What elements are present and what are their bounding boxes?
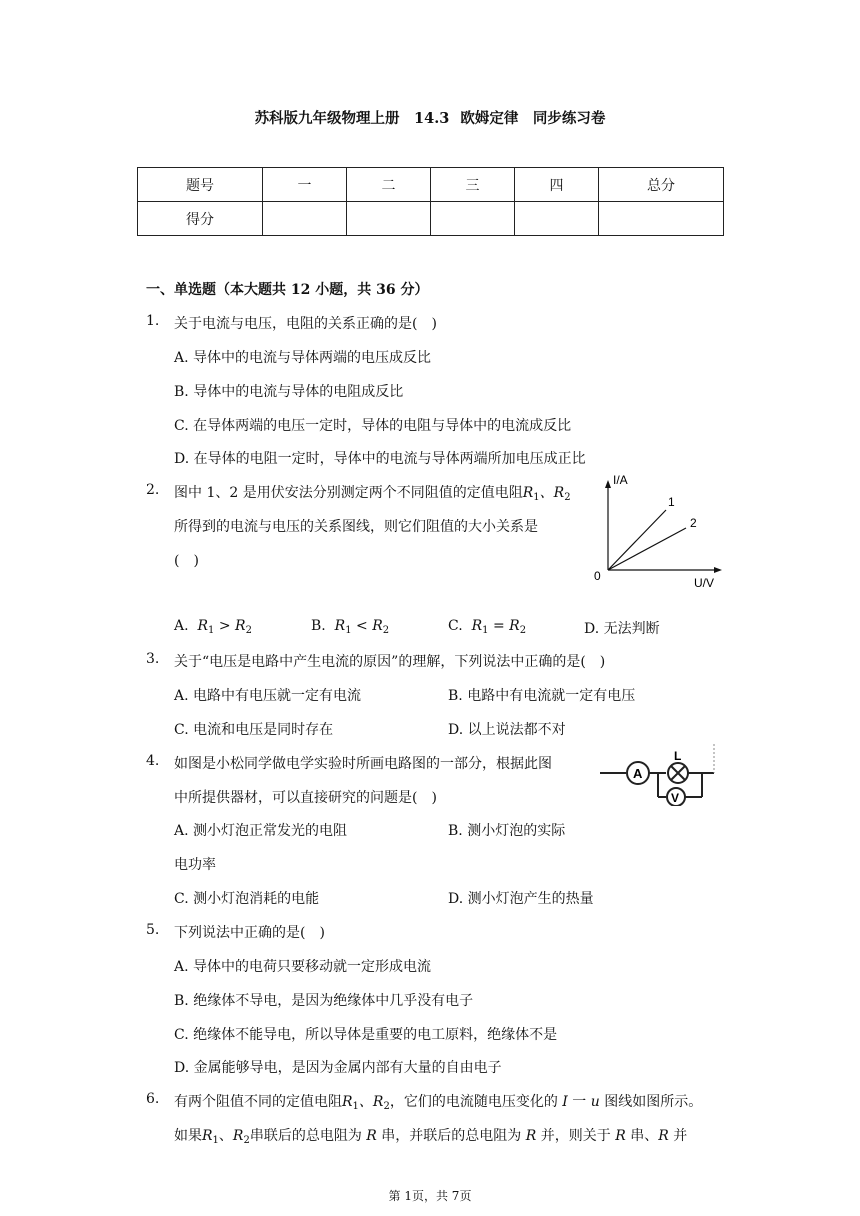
y-axis-label: I/A <box>613 473 628 487</box>
question-text-line2: 如果$R_1$、$R_2$串联后的总电阻为 R 串，并联后的总电阻为 R 并，则关于 R 串、R 并 <box>174 1128 688 1146</box>
table-cell: 二 <box>347 168 431 202</box>
option-d: D. 金属能够导电，是因为金属内部有大量的自由电子 <box>174 1060 502 1076</box>
option-c: C. 在导体两端的电压一定时，导体的电阻与导体中的电流成反比 <box>174 418 572 434</box>
question-text-part: 并 <box>673 1128 688 1144</box>
lamp-label: L <box>674 749 682 763</box>
question-text-part: 串、 <box>630 1128 659 1144</box>
question-number: 4. <box>146 753 160 769</box>
table-cell <box>431 202 515 236</box>
question-text: 下列说法中正确的是( ) <box>174 925 325 941</box>
option-c-label: C. <box>448 618 463 634</box>
question-number: 1. <box>146 313 160 329</box>
table-cell <box>515 202 599 236</box>
option-d: D. 测小灯泡产生的热量 <box>448 891 594 907</box>
line-1-label: 1 <box>668 495 675 509</box>
graph-line-2 <box>608 528 686 570</box>
question-text: 关于“电压是电路中产生电流的原因”的理解，下列说法中正确的是( ) <box>174 654 606 670</box>
question-text <box>174 482 571 503</box>
graph-line-1 <box>608 510 666 570</box>
question-text-line2: 所得到的电流与电压的关系图线，则它们阻值的大小关系是 <box>174 519 538 535</box>
table-cell: 总分 <box>599 168 724 202</box>
option-a: A. $R_1 > R_2$ <box>174 618 252 636</box>
table-cell: 一 <box>263 168 347 202</box>
option-b: B. 导体中的电流与导体的电阻成反比 <box>174 384 404 400</box>
option-a: A. 测小灯泡正常发光的电阻 <box>174 823 348 839</box>
question-text-part: 图线如图所示。 <box>604 1094 703 1110</box>
option-b: B. 电路中有电流就一定有电压 <box>448 688 636 704</box>
table-cell <box>263 202 347 236</box>
question-text-part: 串，并联后的总电阻为 <box>381 1128 522 1144</box>
option-a: A. 导体中的电荷只要移动就一定形成电流 <box>174 959 432 975</box>
option-d: D. 以上说法都不对 <box>448 722 566 738</box>
question-text-part: 并，则关于 <box>540 1128 611 1144</box>
option-b: B. $R_1 < R_2$ <box>311 618 390 636</box>
question-text-line3: ( ) <box>174 553 199 569</box>
ammeter-label: A <box>633 766 643 781</box>
score-table <box>137 167 724 236</box>
option-b: B. 测小灯泡的实际 <box>448 823 566 839</box>
question-text: 如图是小松同学做电学实验时所画电路图的一部分，根据此图 <box>174 756 552 772</box>
section-heading: 一、单选题（本大题共 12 小题，共 36 分） <box>146 282 429 298</box>
option-b: B. 绝缘体不导电，是因为绝缘体中几乎没有电子 <box>174 993 474 1009</box>
page-title: 苏科版九年级物理上册 14.3 欧姆定律 同步练习卷 <box>254 110 606 127</box>
y-axis-arrow-icon <box>605 480 611 488</box>
option-d: D. 在导体的电阻一定时，导体中的电流与导体两端所加电压成正比 <box>174 451 586 467</box>
option-b-continued: 电功率 <box>174 857 216 873</box>
question-text-line2: 中所提供器材，可以直接研究的问题是( ) <box>174 790 437 806</box>
question-number: 5. <box>146 922 160 938</box>
option-b-operator: < <box>356 618 368 634</box>
line-2-label: 2 <box>690 516 697 530</box>
math-r1-r2: $R_1$、$R_2$ <box>522 485 571 503</box>
table-cell: 得分 <box>138 202 263 236</box>
table-cell: 四 <box>515 168 599 202</box>
option-d: D. 无法判断 <box>584 621 660 637</box>
option-a-label: A. <box>174 618 189 634</box>
circuit-diagram <box>598 742 718 806</box>
option-a-operator: > <box>218 618 231 634</box>
table-row <box>138 202 724 236</box>
table-cell <box>347 202 431 236</box>
question-text-part: 图中 1、2 是用伏安法分别测定两个不同阻值的定值电阻 <box>174 485 523 501</box>
question-text-part: ，它们的电流随电压变化的 <box>389 1094 558 1110</box>
origin-label: 0 <box>594 569 601 583</box>
option-a: A. 导体中的电流与导体两端的电压成反比 <box>174 350 432 366</box>
table-cell <box>599 202 724 236</box>
option-b-label: B. <box>311 618 326 634</box>
question-number: 6. <box>146 1091 160 1107</box>
iu-graph <box>590 470 730 590</box>
x-axis-label: U/V <box>694 576 715 590</box>
question-number: 3. <box>146 651 160 667</box>
option-c-operator: = <box>492 618 505 634</box>
page-footer: 第 1页，共 7页 <box>388 1189 472 1203</box>
option-a: A. 电路中有电压就一定有电流 <box>174 688 362 704</box>
question-text-part: 串联后的总电阻为 <box>249 1128 362 1144</box>
table-cell: 题号 <box>138 168 263 202</box>
option-c: C. 测小灯泡消耗的电能 <box>174 891 320 907</box>
question-text: 关于电流与电压，电阻的关系正确的是( ) <box>174 316 437 332</box>
table-cell: 三 <box>431 168 515 202</box>
option-c: C. 绝缘体不能导电，所以导体是重要的电工原料，绝缘体不是 <box>174 1027 558 1043</box>
question-text-part: 如果 <box>174 1128 202 1144</box>
voltmeter-label: V <box>671 791 680 805</box>
table-row <box>138 168 724 202</box>
option-c: C. 电流和电压是同时存在 <box>174 722 334 738</box>
question-text: 有两个阻值不同的定值电阻$R_1$、$R_2$，它们的电流随电压变化的 I 一 u 图线如图所示。 <box>174 1094 703 1112</box>
x-axis-arrow-icon <box>714 567 722 573</box>
question-text-part: 有两个阻值不同的定值电阻 <box>174 1094 342 1110</box>
question-number: 2. <box>146 482 160 498</box>
option-c: C. $R_1 = R_2$ <box>448 618 527 636</box>
